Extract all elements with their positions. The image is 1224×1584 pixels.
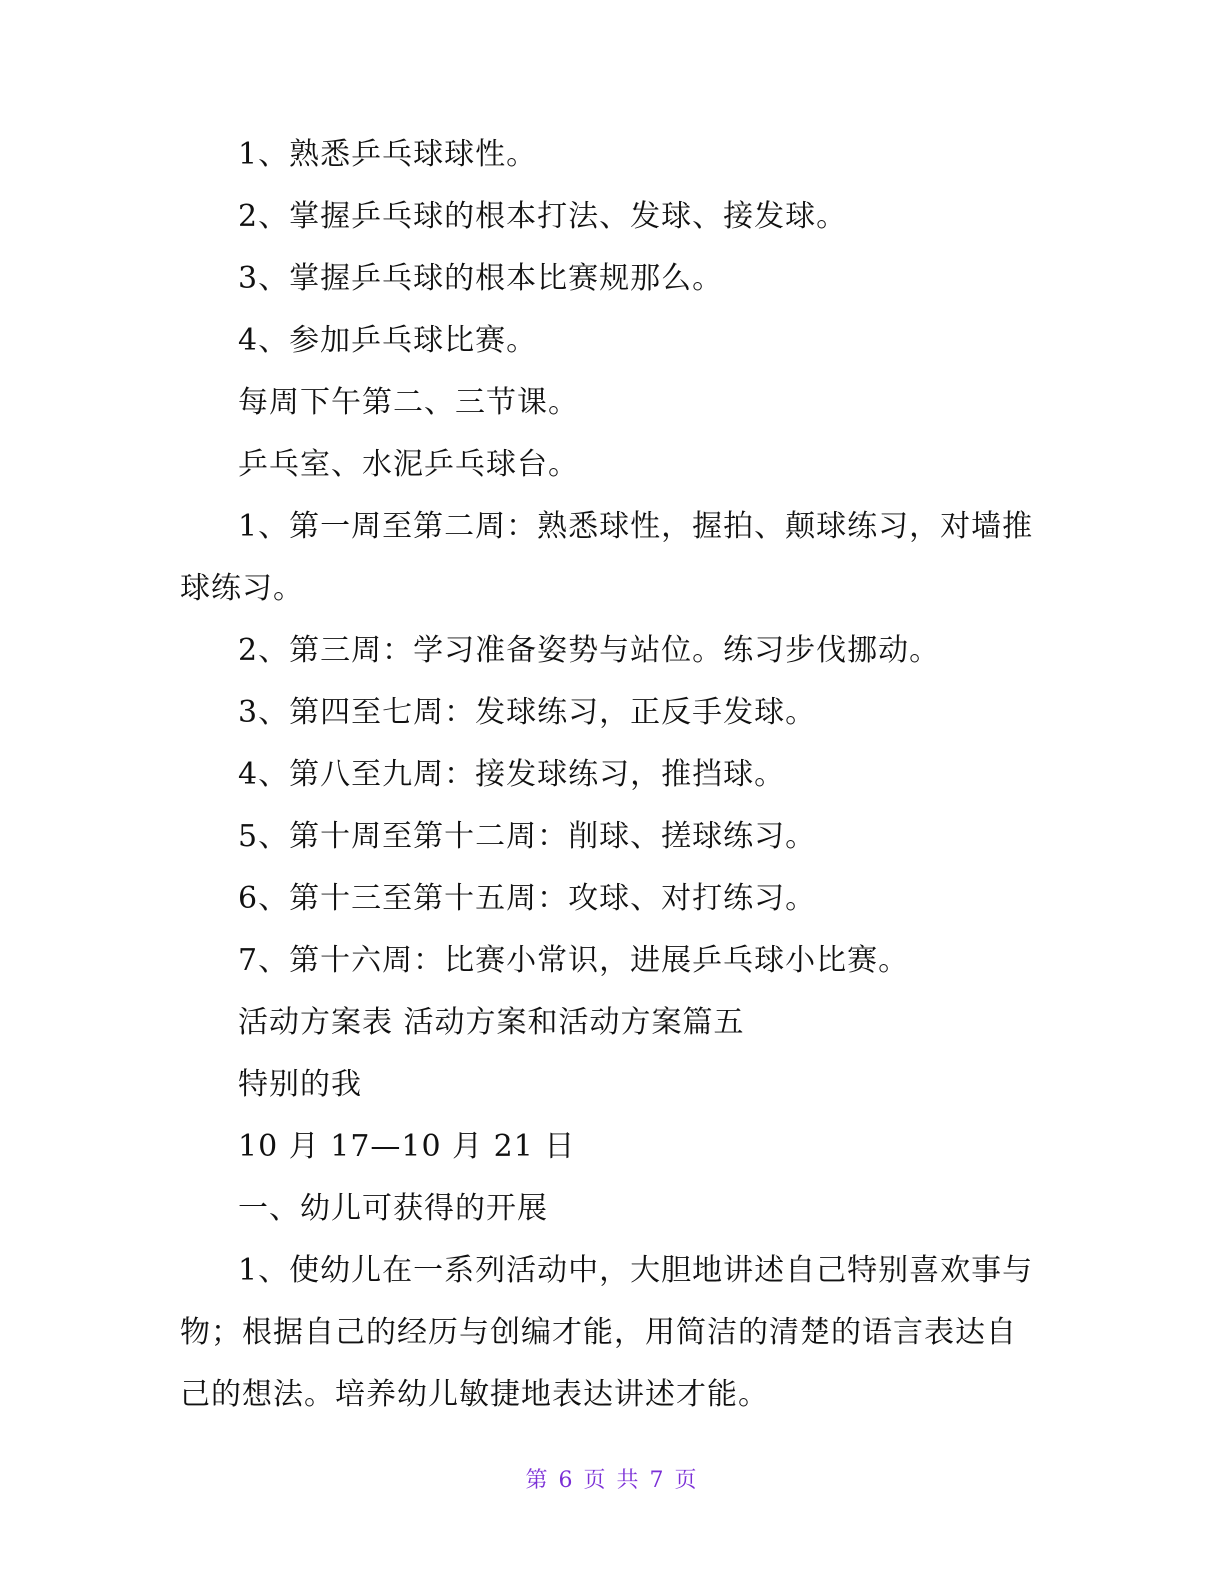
- paragraph: 2、掌握乒乓球的根本打法、发球、接发球。: [238, 199, 848, 234]
- paragraph: 乒乓室、水泥乒乓球台。: [238, 447, 579, 482]
- paragraph: 每周下午第二、三节课。: [238, 385, 579, 420]
- paragraph: 1、第一周至第二周：熟悉球性，握拍、颠球练习，对墙推球练习。: [180, 509, 1034, 606]
- paragraph: 3、第四至七周：发球练习，正反手发球。: [238, 695, 817, 730]
- page-number-footer: 第 6 页 共 7 页: [525, 1468, 699, 1493]
- paragraph: 1、熟悉乒乓球球性。: [238, 137, 538, 172]
- paragraph: 6、第十三至第十五周：攻球、对打练习。: [238, 881, 817, 916]
- paragraph: 4、参加乒乓球比赛。: [238, 323, 538, 358]
- activity-title: 特别的我: [238, 1067, 362, 1102]
- subsection-heading: 一、幼儿可获得的开展: [238, 1191, 548, 1226]
- paragraph: 2、第三周：学习准备姿势与站位。练习步伐挪动。: [238, 633, 941, 668]
- paragraph: 4、第八至九周：接发球练习，推挡球。: [238, 757, 786, 792]
- section-heading: 活动方案表 活动方案和活动方案篇五: [238, 1005, 745, 1040]
- paragraph: 5、第十周至第十二周：削球、搓球练习。: [238, 819, 817, 854]
- paragraph: 3、掌握乒乓球的根本比赛规那么。: [238, 261, 724, 296]
- document-body: [180, 124, 1040, 1426]
- paragraph: 1、使幼儿在一系列活动中，大胆地讲述自己特别喜欢事与物；根据自己的经历与创编才能，用简洁的清楚的语言表达自己的想法。培养幼儿敏捷地表达讲述才能。: [180, 1253, 1034, 1412]
- date-range: 10 月 17—10 月 21 日: [238, 1129, 576, 1164]
- paragraph: 7、第十六周：比赛小常识，进展乒乓球小比赛。: [238, 943, 910, 978]
